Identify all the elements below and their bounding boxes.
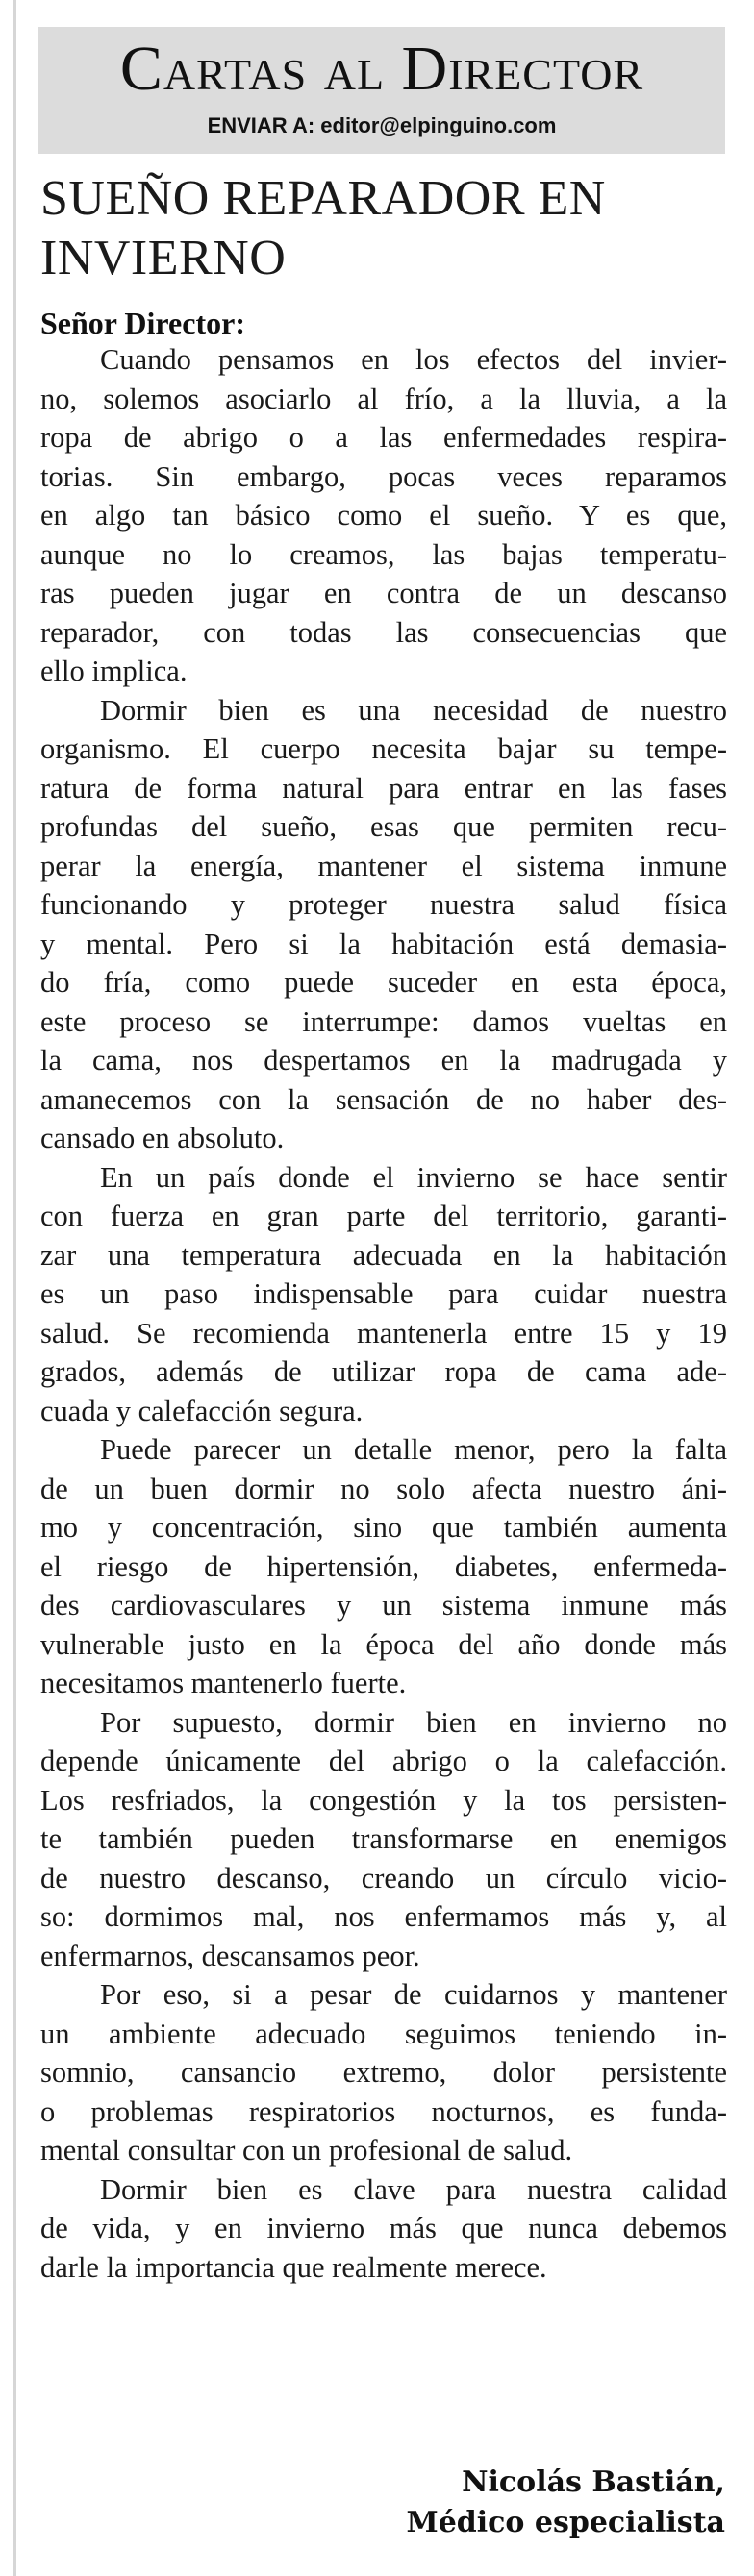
headline-line: SUEÑO REPARADOR EN (40, 171, 606, 226)
headline-line: INVIERNO (40, 231, 287, 285)
body-line: des cardiovasculares y un sistema inmune más (40, 1589, 727, 1622)
body-line: enfermarnos, descansamos peor. (40, 1939, 420, 1972)
body-line: amanecemos con la sensación de no haber des- (40, 1082, 727, 1116)
body-line: no, solemos asociarlo al frío, a la lluvia, a la (40, 382, 727, 415)
body-line: ras pueden jugar en contra de un descanso (40, 577, 727, 609)
body-line: Por eso, si a pesar de cuidarnos y mantener (100, 1978, 727, 2011)
body-line: ratura de forma natural para entrar en las fases (40, 771, 727, 805)
body-line: cansado en absoluto. (40, 1122, 285, 1154)
body-line: de vida, y en invierno más que nunca debemos (40, 2212, 727, 2244)
signature-block (406, 2463, 725, 2543)
author-name: Nicolás Bastián, (462, 2465, 725, 2499)
body-line: perar la energía, mantener el sistema inmune (40, 849, 727, 882)
body-line: Los resfriados, la congestión y la tos persisten- (40, 1783, 727, 1817)
body-line: Cuando pensamos en los efectos del invier- (100, 343, 727, 376)
body-line: Dormir bien es una necesidad de nuestro (100, 693, 727, 727)
body-line: un ambiente adecuado seguimos teniendo in- (40, 2017, 727, 2050)
body-line: grados, además de utilizar ropa de cama ade- (40, 1355, 727, 1388)
body-line: y mental. Pero si la habitación está demasia- (40, 927, 727, 960)
body-line: Por supuesto, dormir bien en invierno no (100, 1705, 727, 1739)
body-line: salud. Se recomienda mantenerla entre 15 y 19 (40, 1316, 727, 1350)
body-line: mo y concentración, sino que también aumenta (40, 1511, 727, 1544)
body-line: con fuerza en gran parte del territorio, garanti- (40, 1200, 727, 1232)
letter-body (40, 340, 727, 2287)
column-rule (13, 0, 16, 2576)
body-line: somnio, cansancio extremo, dolor persistente (40, 2056, 727, 2089)
body-line: do fría, como puede suceder en esta época, (40, 966, 727, 999)
body-line: depende únicamente del abrigo o la calefacción. (40, 1745, 727, 1777)
body-line: Dormir bien es clave para nuestra calidad (100, 2172, 727, 2206)
body-line: este proceso se interrumpe: damos vueltas en (40, 1004, 727, 1038)
body-line: Puede parecer un detalle menor, pero la falta (100, 1433, 727, 1466)
send-to-line: ENVIAR A: editor@elpinguino.com (207, 113, 557, 137)
body-line: profundas del sueño, esas que permiten recu- (40, 810, 727, 843)
body-line: ello implica. (40, 655, 188, 687)
body-line: funcionando y proteger nuestra salud física (40, 888, 727, 921)
body-line: de un buen dormir no solo afecta nuestro áni- (40, 1472, 727, 1505)
body-line: es un paso indispensable para cuidar nuestra (40, 1277, 727, 1310)
body-line: de nuestro descanso, creando un círculo vicio- (40, 1861, 727, 1895)
body-line: vulnerable justo en la época del año donde más (40, 1627, 727, 1661)
body-line: ropa de abrigo o a las enfermedades respira- (40, 421, 727, 454)
body-line: mental consultar con un profesional de salud. (40, 2134, 573, 2167)
body-line: el riesgo de hipertensión, diabetes, enfermeda- (40, 1549, 727, 1583)
body-line: torias. Sin embargo, pocas veces reparamos (40, 459, 727, 493)
body-line: En un país donde el invierno se hace sentir (100, 1160, 727, 1194)
body-line: organismo. El cuerpo necesita bajar su tempe- (40, 732, 727, 765)
body-line: cuada y calefacción segura. (40, 1394, 364, 1427)
body-line: so: dormimos mal, nos enfermamos más y, al (40, 1900, 727, 1933)
author-title: Médico especialista (406, 2506, 725, 2539)
body-line: la cama, nos despertamos en la madrugada y (40, 1044, 727, 1077)
body-line: te también pueden transformarse en enemigos (40, 1822, 727, 1855)
section-header (38, 27, 725, 154)
body-line: darle la importancia que realmente merece. (40, 2250, 547, 2284)
body-line: o problemas respiratorios nocturnos, es funda- (40, 2094, 727, 2128)
body-line: en algo tan básico como el sueño. Y es que, (40, 499, 727, 532)
body-line: necesitamos mantenerlo fuerte. (40, 1667, 407, 1699)
body-line: zar una temperatura adecuada en la habitación (40, 1238, 727, 1272)
section-title: Cartas al Director (119, 34, 644, 104)
body-line: aunque no lo creamos, las bajas temperatu- (40, 537, 727, 571)
salutation: Señor Director: (40, 306, 245, 340)
body-line: reparador, con todas las consecuencias que (40, 615, 727, 649)
letter-headline (40, 169, 727, 288)
